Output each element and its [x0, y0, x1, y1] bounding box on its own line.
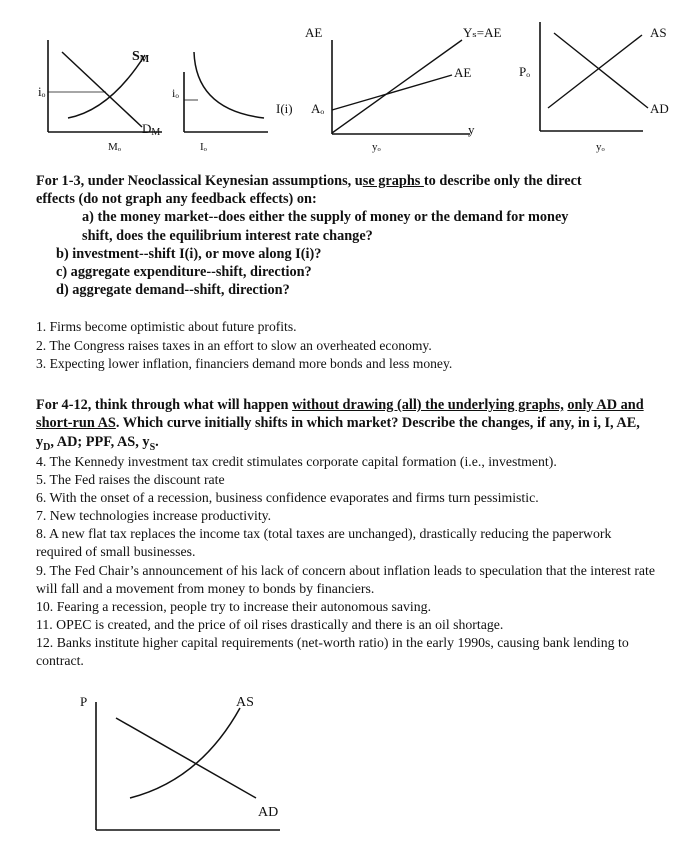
investment-graph: [172, 52, 268, 153]
list-item: 11. OPEC is created, and the price of oil rises drastically and there is an oil shortage.: [36, 616, 504, 632]
list-item: 8. A new flat tax replaces the income tax (total taxes are unchanged), drastically reducing the paperwork required of small businesses.: [36, 526, 612, 560]
investment-curve: [194, 52, 264, 118]
list-item: 3. Expecting lower inflation, financiers demand more bonds and less money.: [36, 356, 453, 372]
list-item: 5. The Fed raises the discount rate: [36, 472, 225, 488]
questions-4-12: [36, 453, 658, 670]
list-item: 1. Firms become optimistic about future profits.: [36, 319, 297, 334]
demand-label: DM: [142, 121, 161, 138]
axis-label: iₒ: [172, 86, 179, 100]
list-item: 12. Banks institute higher capital requirements (net-worth ratio) in the early 1990s, causing bank lending to contract.: [36, 634, 629, 669]
axis-label: iₒ: [38, 84, 46, 99]
axis-label: Mₒ: [108, 141, 121, 153]
as-label: AS: [236, 695, 254, 710]
as-ad-graph: [519, 22, 669, 153]
list-item: 6. With the onset of a recession, business confidence evaporates and firms turn pessimistic.: [36, 490, 539, 506]
ae-line: [332, 75, 452, 110]
money-demand-curve: [62, 52, 142, 127]
axis-label: Iₒ: [200, 141, 207, 153]
intercept-label: Aₒ: [311, 101, 325, 116]
axis-label: y: [468, 122, 475, 137]
money-supply-curve: [68, 55, 145, 118]
list-item: 2. The Congress raises taxes in an effort to slow an overheated economy.: [36, 337, 432, 353]
axis-label: yₒ: [372, 141, 381, 153]
ad-curve: [116, 718, 256, 798]
as-label: AS: [650, 25, 667, 40]
45-degree-line: [332, 40, 462, 133]
questions-1-3: [36, 318, 676, 374]
bottom-as-ad-graph: [0, 680, 320, 842]
ad-label: AD: [650, 101, 669, 116]
instructions-1-3: For 1-3, under Neoclassical Keynesian assumptions, use graphs to describe only the direct effects (do not graph any feedback effects) on: a) the money market--does either the supply of money or the demand for money shift, does the equilibrium interest rate change? b) investment--shift I(i), or move along I(i)? c) aggregate expenditure--shift, direction? d) aggregate demand--shift, direction?: [36, 173, 582, 299]
axis-label: Pₒ: [519, 64, 530, 79]
list-item: 9. The Fed Chair’s announcement of his lack of concern about inflation leads to speculation that the interest rate will fall and a movement from money to bonds by financiers.: [36, 562, 656, 596]
curve-label: I(i): [276, 101, 293, 116]
list-item: 10. Fearing a recession, people try to increase their autonomous saving.: [36, 598, 432, 614]
top-graphs: [0, 0, 694, 170]
as-curve: [548, 35, 642, 108]
list-item: 4. The Kennedy investment tax credit stimulates corporate capital formation (i.e., investment).: [36, 454, 557, 469]
line45-label: Yₛ=AE: [463, 25, 502, 40]
supply-label: SM: [132, 49, 150, 65]
axis-label: yₒ: [596, 141, 605, 153]
list-item: 7. New technologies increase productivity.: [36, 508, 272, 524]
aggregate-expenditure-graph: [276, 25, 501, 153]
instructions-4-12: For 4-12, think through what will happen without drawing (all) the underlying graphs, only AD and short-run AS. Which curve initially shifts in which market? Describe the changes, if any, in i, I, AE, $y_D$, AD; PPF, AS, $y_S$.: [36, 397, 644, 453]
money-market-graph: [38, 40, 162, 153]
axis-label: P: [80, 694, 88, 709]
ae-line-label: AE: [454, 65, 472, 80]
graph-title: AE: [305, 25, 323, 40]
ad-label: AD: [258, 805, 279, 820]
ad-curve: [554, 33, 648, 108]
as-curve: [130, 708, 240, 798]
